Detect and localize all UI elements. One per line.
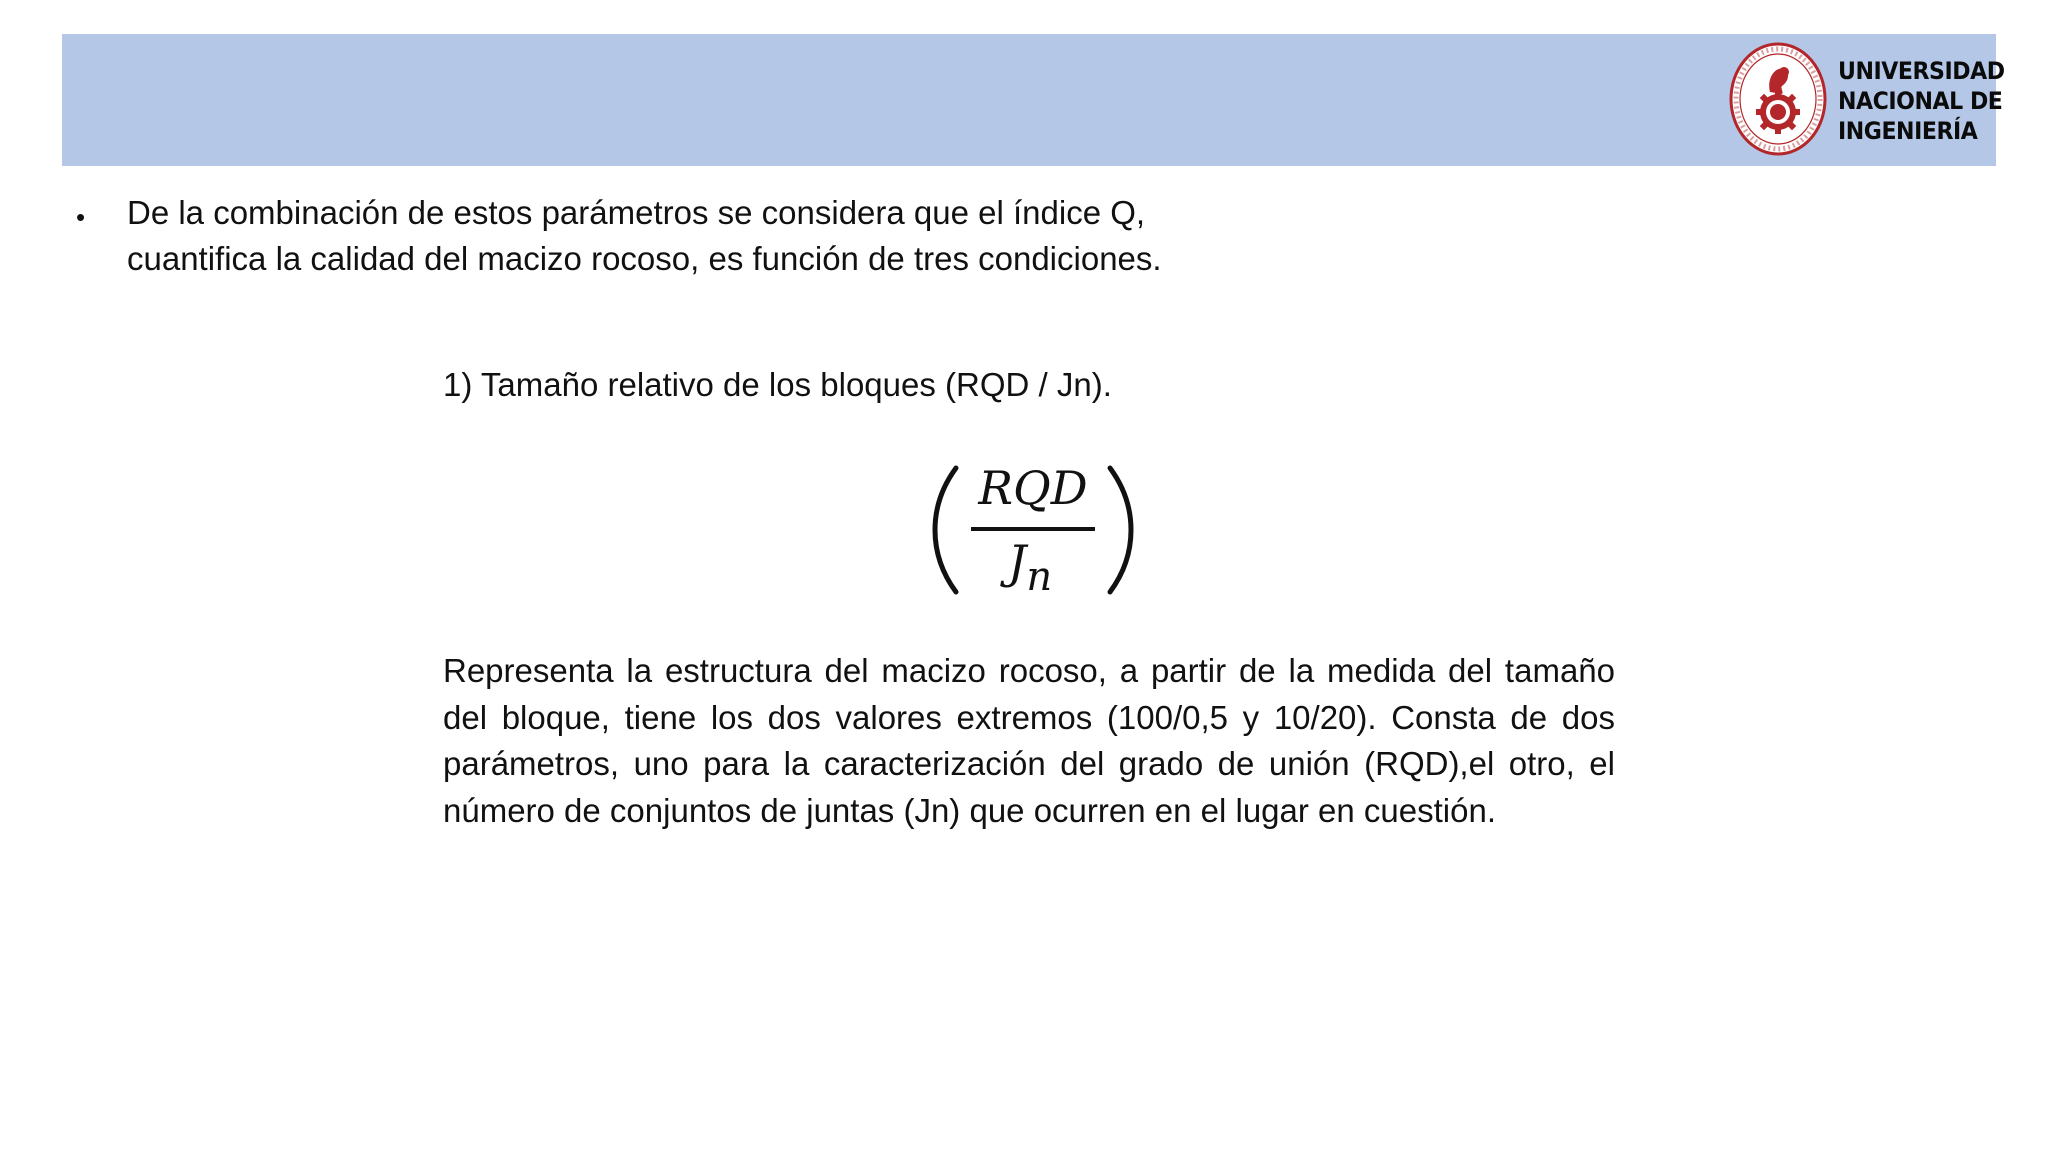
institution-line-1: UNIVERSIDAD <box>1838 57 2005 85</box>
formula-denominator <box>1000 535 1052 600</box>
right-paren <box>1110 468 1131 592</box>
bullet-marker: • <box>76 202 86 232</box>
denominator-base: J <box>1007 535 1027 589</box>
item-1-heading: 1) Tamaño relativo de los bloques (RQD / Jn). <box>443 366 1112 403</box>
bullet-paragraph: De la combinación de estos parámetros se considera que el índice Q, cuantifica la calidad del macizo rocoso, es función de tres condiciones. <box>127 194 1162 277</box>
rqd-jn-formula <box>928 446 1138 616</box>
institution-name <box>1838 56 2005 146</box>
formula-numerator: RQD <box>978 461 1088 515</box>
institution-line-3: INGENIERÍA <box>1838 117 1978 145</box>
institution-line-2: NACIONAL DE <box>1838 87 2003 115</box>
header-bar <box>62 34 1996 166</box>
university-seal-logo <box>1728 42 1828 157</box>
left-paren <box>935 468 956 592</box>
description-paragraph: Representa la estructura del macizo rocoso, a partir de la medida del tamaño del bloque, tiene los dos valores extremos (100/0,5 y 10/20). Consta de dos parámetros, uno para la caracterización del grado de unión (RQD),el otro, el número de conjuntos de juntas (Jn) que ocurren en el lugar en cuestión. <box>443 652 1615 829</box>
denominator-subscript: n <box>1026 554 1053 600</box>
